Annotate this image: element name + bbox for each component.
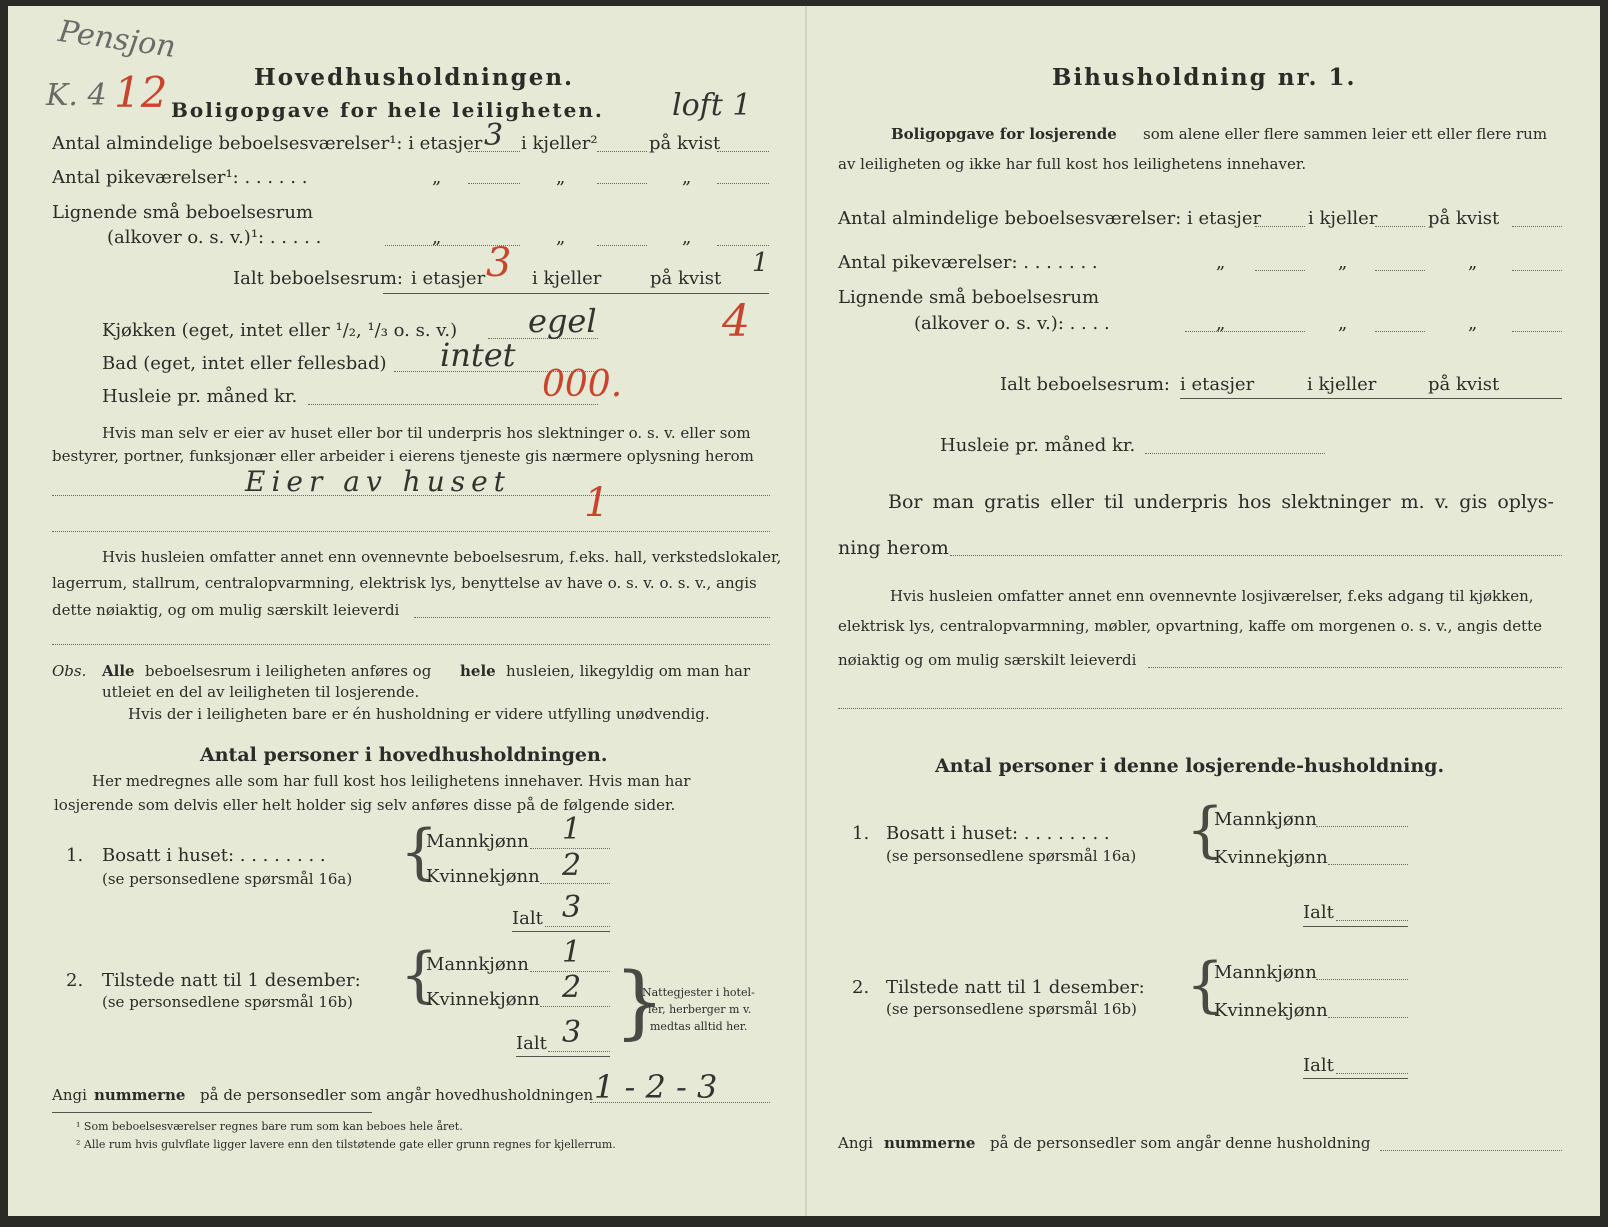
quote-mark: „ — [556, 167, 566, 188]
field[interactable] — [717, 183, 769, 184]
right-gratis-field[interactable] — [950, 555, 1562, 556]
left-persons-text1: Her medregnes alle som har full kost hos leilighetens innehaver. Hvis man har — [92, 772, 691, 790]
right-row-pikevaerelser: Antal pikeværelser: . . . . . . . — [838, 252, 1098, 273]
red-husleie-note: 000. — [542, 364, 623, 405]
right-q2-sub: (se personsedlene spørsmål 16b) — [886, 1000, 1137, 1018]
field[interactable] — [1512, 331, 1562, 332]
left-angi-nummerne: nummerne — [94, 1086, 186, 1104]
nattegjester-text1: Nattegjester i hotel- — [642, 986, 755, 999]
right-row1-kjeller: i kjeller — [1308, 208, 1378, 229]
right-angi-c: på de personsedler som angår denne husholdning — [990, 1134, 1371, 1152]
handwritten-bad: intet — [440, 336, 516, 374]
obs-text1d: husleien, likegyldig om man har — [506, 662, 751, 680]
obs-label: Obs. — [52, 662, 87, 680]
handwritten-q1-ialt: 3 — [562, 890, 582, 925]
left-husleie-label: Husleie pr. måned kr. — [102, 386, 298, 407]
left-row1-kvist-label: på kvist — [649, 133, 721, 154]
left-row-pikevaerelser: Antal pikeværelser¹: . . . . . . — [52, 167, 308, 188]
left-ialt-kjeller: i kjeller — [532, 268, 602, 289]
left-row-almindelige: Antal almindelige beboelsesværelser¹: i etasjer — [52, 133, 483, 154]
right-q2-kvinne-field[interactable] — [1328, 1017, 1408, 1018]
obs-hele: hele — [460, 662, 496, 680]
right-leieverdi-field-2[interactable] — [838, 708, 1562, 709]
handwritten-ialt-kvist: 1 — [752, 248, 769, 278]
handwritten-eier: Eier av huset — [245, 465, 511, 498]
right-q1-ialt-field[interactable] — [1336, 920, 1408, 921]
left-row1-kjeller-label: i kjeller² — [521, 133, 598, 154]
right-q2-number: 2. — [852, 977, 870, 998]
kvist-field[interactable] — [717, 151, 769, 152]
quote-mark: „ — [1468, 252, 1478, 273]
right-q2-brace: { — [1186, 950, 1225, 1020]
quote-mark: „ — [682, 167, 692, 188]
right-q2-mann-field[interactable] — [1316, 979, 1408, 980]
left-title: Hovedhusholdningen. — [254, 64, 575, 91]
right-q1-kvinne-label: Kvinnekjønn — [1214, 847, 1328, 868]
obs-text1b: beboelsesrum i leiligheten anføres og — [145, 662, 432, 680]
handwritten-q2-kvinne: 2 — [562, 970, 582, 1005]
footnote-2: ² Alle rum hvis gulvflate ligger lavere enn den tilstøtende gate eller grunn regnes for kjellerrum. — [76, 1138, 616, 1151]
right-ialt-label: Ialt beboelsesrum: — [1000, 374, 1170, 395]
red-kjokken-mark: 4 — [722, 296, 750, 347]
right-q2-ialt-label: Ialt — [1303, 1055, 1334, 1076]
right-q1-number: 1. — [852, 823, 870, 844]
ialt-rule — [383, 293, 769, 294]
right-husleie-field[interactable] — [1145, 453, 1325, 454]
q1-ialt-field[interactable] — [545, 926, 610, 927]
pencil-note-pensjon: Pensjon — [56, 13, 178, 66]
handwritten-etasjer: 3 — [484, 118, 504, 153]
q1-label: Bosatt i huset: . . . . . . . . — [102, 845, 326, 866]
eier-field-2[interactable] — [52, 531, 770, 532]
left-omf-text1: Hvis husleien omfatter annet enn ovennevnte beboelsesrum, f.eks. hall, verkstedslokaler, — [102, 548, 782, 566]
right-ialt-kjeller: i kjeller — [1307, 374, 1377, 395]
field[interactable] — [1375, 270, 1425, 271]
handwritten-kjokken: egel — [528, 302, 597, 340]
field[interactable] — [1255, 270, 1305, 271]
right-q2-kvinne-label: Kvinnekjønn — [1214, 1000, 1328, 1021]
red-note-number: 12 — [114, 68, 168, 117]
right-q2-ialt-field[interactable] — [1336, 1073, 1408, 1074]
q1-brace: { — [400, 817, 439, 887]
left-persons-title: Antal personer i hovedhusholdningen. — [200, 744, 608, 766]
right-kvist-field[interactable] — [1512, 226, 1562, 227]
quote-mark: „ — [1216, 252, 1226, 273]
q2-ialt-rule — [516, 1056, 610, 1057]
nattegjester-text3: medtas alltid her. — [650, 1020, 748, 1033]
right-gratis-text1: Bor man gratis eller til underpris hos slektninger m. v. gis oplys- — [888, 491, 1554, 513]
right-gratis-text2: ning herom — [838, 537, 949, 559]
handwritten-q1-mann: 1 — [562, 812, 582, 847]
right-angi-nummerne: nummerne — [884, 1134, 976, 1152]
quote-mark: „ — [556, 227, 566, 248]
footnote-1: ¹ Som beboelsesværelser regnes bare rum som kan beboes hele året. — [76, 1120, 463, 1133]
q1-ialt-rule — [512, 931, 610, 932]
handwritten-nummerne: 1 - 2 - 3 — [594, 1068, 718, 1106]
left-persons-text2: losjerende som delvis eller helt holder sig selv anføres disse på de følgende sider. — [54, 796, 676, 814]
footnote-rule — [52, 1112, 372, 1113]
quote-mark: „ — [1216, 313, 1226, 334]
q2-sub: (se personsedlene spørsmål 16b) — [102, 993, 353, 1011]
left-row-alkover: (alkover o. s. v.)¹: . . . . . — [107, 227, 322, 248]
quote-mark: „ — [432, 227, 442, 248]
left-row-lignende: Lignende små beboelsesrum — [52, 202, 314, 223]
obs-text3: Hvis der i leiligheten bare er én husholdning er videre utfylling unødvendig. — [128, 705, 710, 723]
q1-number: 1. — [66, 845, 84, 866]
nattegjester-text2: ler, herberger m v. — [648, 1003, 752, 1016]
right-row1-kvist: på kvist — [1428, 208, 1500, 229]
field[interactable] — [1375, 331, 1425, 332]
q2-number: 2. — [66, 970, 84, 991]
q2-label: Tilstede natt til 1 desember: — [102, 970, 361, 991]
page-fold — [805, 6, 807, 1216]
left-angi-a: Angi — [52, 1086, 87, 1104]
field[interactable] — [1512, 270, 1562, 271]
q1-kvinne-field[interactable] — [540, 883, 610, 884]
left-angi-c: på de personsedler som angår hovedhusholdningen — [200, 1086, 594, 1104]
field[interactable] — [468, 183, 520, 184]
q1-ialt-label: Ialt — [512, 908, 543, 929]
quote-mark: „ — [1338, 252, 1348, 273]
right-q1-kvinne-field[interactable] — [1328, 864, 1408, 865]
q1-kvinne-label: Kvinnekjønn — [426, 866, 540, 887]
handwritten-q1-kvinne: 2 — [562, 848, 582, 883]
right-omf-text1: Hvis husleien omfatter annet enn ovennevnte losjiværelser, f.eks adgang til kjøkken, — [890, 587, 1534, 605]
right-row-almindelige: Antal almindelige beboelsesværelser: i etasjer — [838, 208, 1262, 229]
q2-kvinne-label: Kvinnekjønn — [426, 989, 540, 1010]
handwritten-q2-ialt: 3 — [562, 1015, 582, 1050]
right-ialt-rule — [1180, 398, 1562, 399]
handwritten-q2-mann: 1 — [562, 935, 582, 970]
q2-ialt-label: Ialt — [516, 1033, 547, 1054]
right-husleie-label: Husleie pr. måned kr. — [940, 435, 1136, 456]
field[interactable] — [597, 245, 647, 246]
right-q2-mann-label: Mannkjønn — [1214, 962, 1317, 983]
red-eier-mark: 1 — [584, 480, 610, 526]
q2-ialt-field[interactable] — [548, 1051, 610, 1052]
obs-text2: utleiet en del av leiligheten til losjerende. — [102, 683, 420, 701]
right-kjeller-field[interactable] — [1375, 226, 1425, 227]
right-omf-text2: elektrisk lys, centralopvarmning, møbler, opvartning, kaffe om morgenen o. s. v., angis dette — [838, 617, 1543, 635]
right-persons-title: Antal personer i denne losjerende-husholdning. — [935, 755, 1445, 777]
obs-alle: Alle — [102, 662, 135, 680]
right-leieverdi-field[interactable] — [1148, 667, 1562, 668]
nattegjester-brace: { — [614, 955, 665, 1048]
right-ialt-etasjer: i etasjer — [1180, 374, 1255, 395]
left-omf-text3: dette nøiaktig, og om mulig særskilt leieverdi — [52, 601, 400, 619]
right-q1-brace: { — [1186, 795, 1225, 865]
left-subtitle: Boligopgave for hele leiligheten. — [171, 98, 604, 122]
right-title: Bihusholdning nr. 1. — [1052, 64, 1357, 91]
right-intro-bold: Boligopgave for losjerende — [891, 125, 1117, 143]
quote-mark: „ — [1338, 313, 1348, 334]
left-ialt-etasjer: i etasjer — [411, 268, 486, 289]
left-omf-text2: lagerrum, stallrum, centralopvarmning, elektrisk lys, benyttelse av have o. s. v. o. s. v., angis — [52, 574, 757, 592]
field[interactable] — [1185, 331, 1305, 332]
left-ialt-kvist: på kvist — [650, 268, 722, 289]
q1-mann-label: Mannkjønn — [426, 831, 529, 852]
leieverdi-field[interactable] — [414, 617, 770, 618]
field[interactable] — [717, 245, 769, 246]
right-q2-label: Tilstede natt til 1 desember: — [886, 977, 1145, 998]
right-omf-text3: nøiaktig og om mulig særskilt leieverdi — [838, 651, 1137, 669]
quote-mark: „ — [1468, 313, 1478, 334]
leieverdi-field-2[interactable] — [52, 644, 770, 645]
q1-sub: (se personsedlene spørsmål 16a) — [102, 870, 353, 888]
handwritten-loft: loft 1 — [672, 88, 752, 123]
right-q1-ialt-label: Ialt — [1303, 902, 1334, 923]
right-angi-a: Angi — [838, 1134, 873, 1152]
handwritten-ialt-etasjer: 3 — [486, 240, 512, 286]
left-eier-text2: bestyrer, portner, funksjonær eller arbeider i eierens tjeneste gis nærmere oplysning herom — [52, 447, 754, 465]
right-q1-mann-field[interactable] — [1316, 826, 1408, 827]
right-row-lignende: Lignende små beboelsesrum — [838, 287, 1100, 308]
pencil-note-code: K. 4 — [46, 78, 107, 113]
left-ialt-label: Ialt beboelsesrum: — [233, 268, 403, 289]
left-bad-label: Bad (eget, intet eller fellesbad) — [102, 353, 387, 374]
right-q1-label: Bosatt i huset: . . . . . . . . — [886, 823, 1110, 844]
q2-mann-label: Mannkjønn — [426, 954, 529, 975]
right-ialt-kvist: på kvist — [1428, 374, 1500, 395]
right-etasjer-field[interactable] — [1255, 226, 1305, 227]
left-kjokken-label: Kjøkken (eget, intet eller ¹/₂, ¹/₃ o. s. v.) — [102, 320, 458, 341]
quote-mark: „ — [682, 227, 692, 248]
right-intro-text2: av leiligheten og ikke har full kost hos leilighetens innehaver. — [838, 155, 1307, 173]
right-intro-text1: som alene eller flere sammen leier ett eller flere rum — [1143, 125, 1548, 143]
q2-kvinne-field[interactable] — [540, 1006, 610, 1007]
kjeller-field[interactable] — [597, 151, 647, 152]
right-row-alkover: (alkover o. s. v.): . . . . — [914, 313, 1110, 334]
right-q1-mann-label: Mannkjønn — [1214, 809, 1317, 830]
right-angi-field[interactable] — [1380, 1150, 1562, 1151]
quote-mark: „ — [432, 167, 442, 188]
q2-brace: { — [400, 940, 439, 1010]
field[interactable] — [597, 183, 647, 184]
right-q2-ialt-rule — [1303, 1078, 1408, 1079]
right-q1-sub: (se personsedlene spørsmål 16a) — [886, 847, 1137, 865]
right-q1-ialt-rule — [1303, 926, 1408, 927]
left-eier-text1: Hvis man selv er eier av huset eller bor til underpris hos slektninger o. s. v. eller som — [102, 424, 751, 442]
